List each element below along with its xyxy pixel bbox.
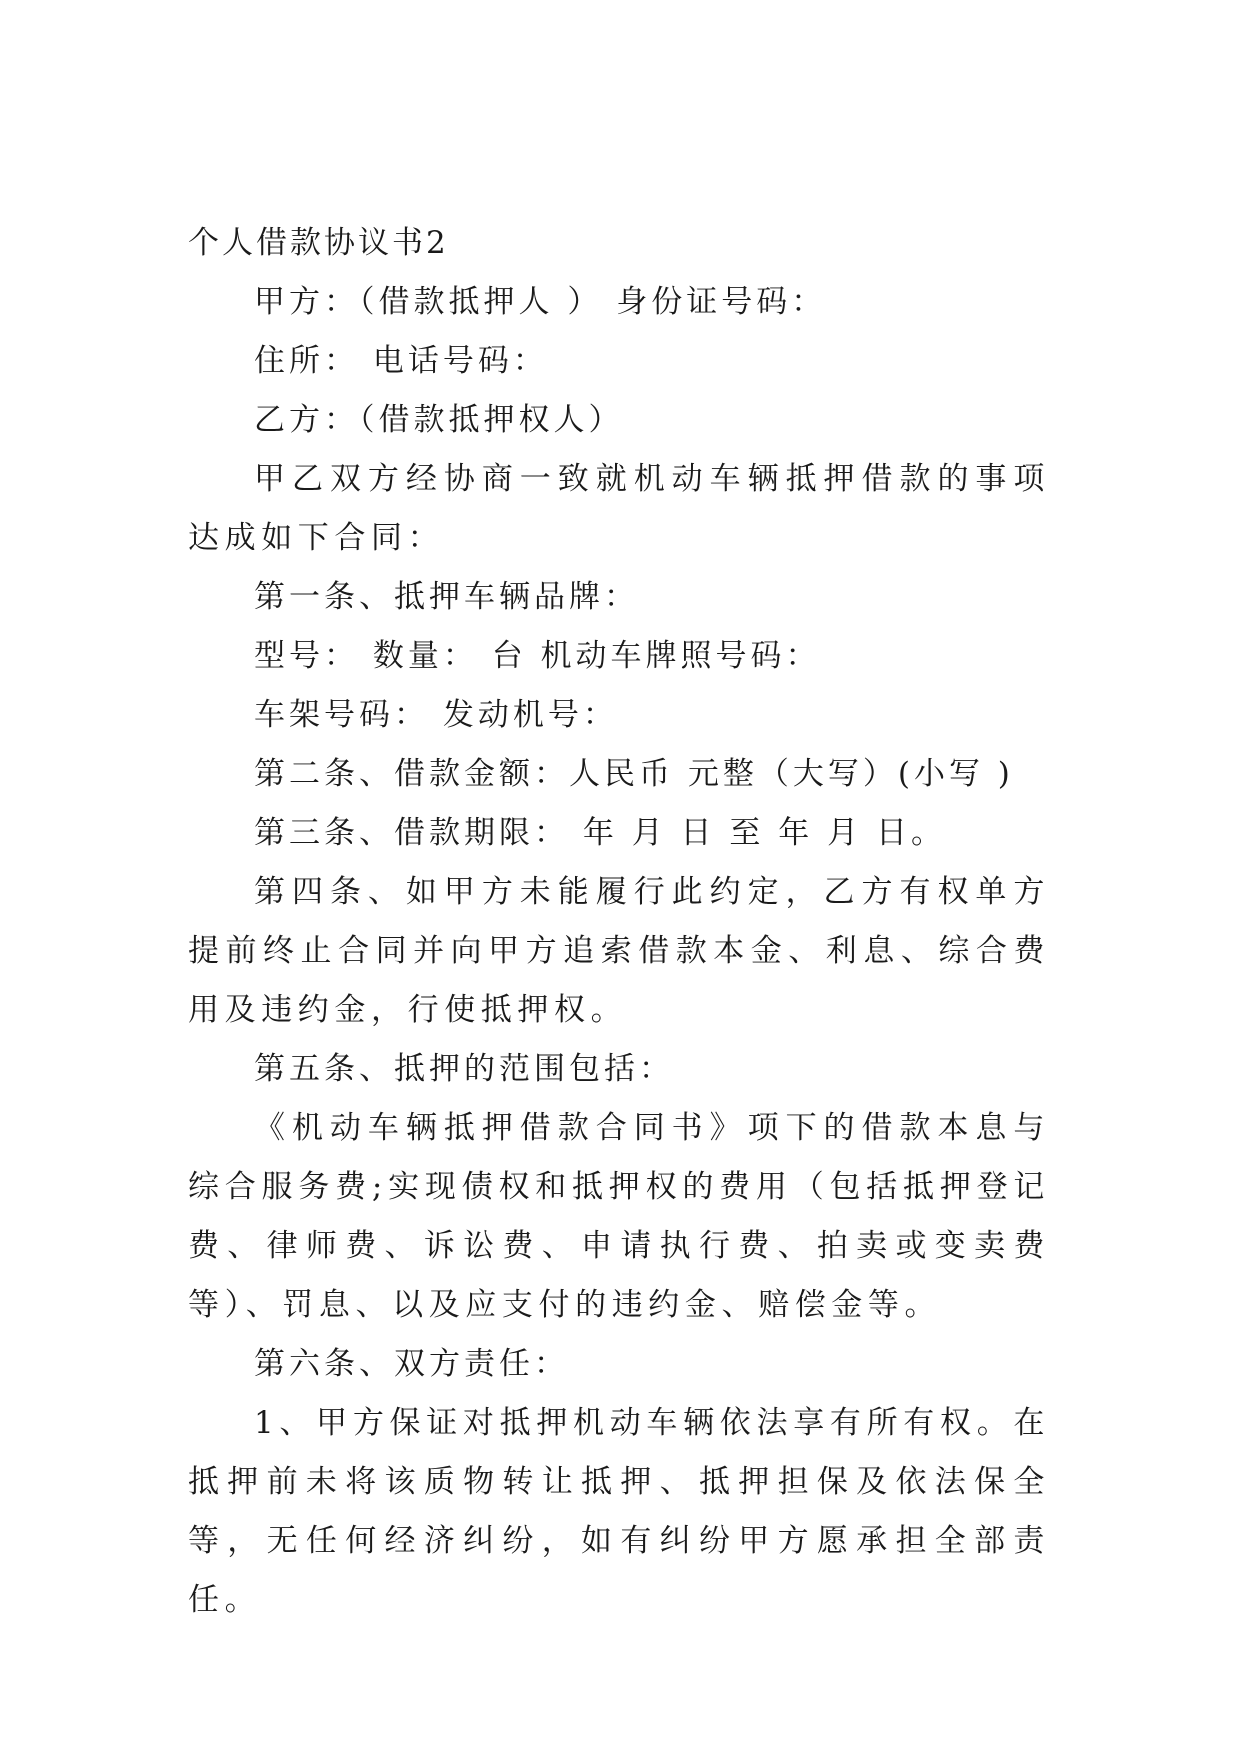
address-line: 住所： 电话号码： <box>254 343 548 379</box>
article-4: 第四条、如甲方未能履行此约定，乙方有权单方提前终止合同并向甲方追索借款本金、利息、综合费用及违约金，行使抵押权。 <box>188 874 1050 1028</box>
party-a-line: 甲方：（借款抵押人 ） 身份证号码： <box>254 284 827 320</box>
article-2: 第二条、借款金额：人民币 元整（大写）(小写 ) <box>254 756 1014 792</box>
document-title: 个人借款协议书2 <box>188 225 449 261</box>
frame-line: 车架号码： 发动机号： <box>254 697 618 733</box>
article-5: 第五条、抵押的范围包括： <box>254 1051 674 1087</box>
document-body <box>188 214 1050 1630</box>
article-1: 第一条、抵押车辆品牌： <box>254 579 639 615</box>
party-b-line: 乙方：（借款抵押权人） <box>254 402 624 438</box>
model-line: 型号： 数量： 台 机动车牌照号码： <box>254 638 821 674</box>
duty-1-paragraph: 1、甲方保证对抵押机动车辆依法享有所有权。在抵押前未将该质物转让抵押、抵押担保及依法保全等，无任何经济纠纷，如有纠纷甲方愿承担全部责任。 <box>188 1405 1050 1618</box>
article-6: 第六条、双方责任： <box>254 1346 569 1382</box>
scope-paragraph: 《机动车辆抵押借款合同书》项下的借款本息与综合服务费;实现债权和抵押权的费用（包括抵押登记费、律师费、诉讼费、申请执行费、拍卖或变卖费等）、罚息、以及应支付的违约金、赔偿金等。 <box>188 1110 1050 1323</box>
article-3: 第三条、借款期限： 年 月 日 至 年 月 日。 <box>254 815 946 851</box>
intro-paragraph: 甲乙双方经协商一致就机动车辆抵押借款的事项达成如下合同： <box>188 461 1050 556</box>
